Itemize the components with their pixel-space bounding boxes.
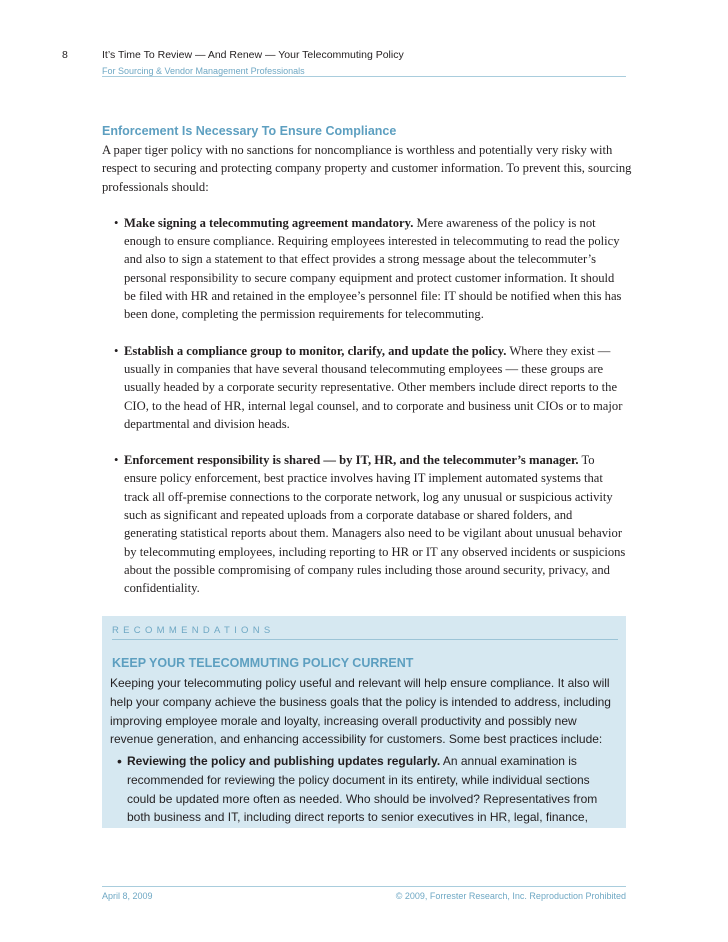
bullet-icon: • — [114, 453, 119, 468]
bullet-lead: Make signing a telecommuting agreement mandatory. — [124, 215, 414, 230]
footer-divider — [102, 886, 626, 887]
page-number: 8 — [62, 49, 68, 61]
document-title: It’s Time To Review — And Renew — Your Telecommuting Policy — [102, 49, 404, 61]
recommendations-box — [102, 616, 626, 828]
recommendations-heading: KEEP YOUR TELECOMMUTING POLICY CURRENT — [112, 656, 414, 670]
main-content — [102, 124, 632, 598]
bullet-icon: • — [114, 215, 119, 230]
section-heading: Enforcement Is Necessary To Ensure Compliance — [102, 124, 397, 138]
list-item — [114, 342, 626, 433]
recommendations-divider — [112, 639, 618, 640]
footer-copyright: © 2009, Forrester Research, Inc. Reproduction Prohibited — [395, 891, 626, 901]
bullet-lead: Reviewing the policy and publishing updates regularly. — [127, 754, 441, 768]
bullet-text: To ensure policy enforcement, best practice involves having IT implement automated systems that track all off-premise connections to the corporate network, log any unusual or suspicious activity such as significant and repeated uploads from a corporate database or shared folders, and generating statistical reports about them. Managers also need to be vigilant about unusual behavior by telecommuting employees, including reporting to HR or IT any observed incidents or suspicions about the possible compromising of company rules including those around security, privacy, and confidentiality. — [124, 453, 626, 596]
bullet-lead: Enforcement responsibility is shared — by IT, HR, and the telecommuter’s manager. — [124, 453, 579, 468]
bullet-text: An annual examination is recommended for reviewing the policy document in its entirety, while individual sections could be updated more often as needed. Who should be involved? Representatives from both business and IT, including direct reports to senior executives in HR, legal, finance, — [127, 754, 598, 825]
recommendations-label: RECOMMENDATIONS — [112, 625, 275, 636]
list-item — [114, 451, 626, 597]
bullet-lead: Establish a compliance group to monitor, clarify, and update the policy. — [124, 343, 507, 358]
bullet-icon: • — [114, 343, 119, 358]
recommendations-body: Keeping your telecommuting policy useful and relevant will help ensure compliance. It also will help your company achieve the business goals that the policy is intended to address, including improving employee morale and loyalty, increasing overall productivity and possibly new revenue generation, and enhancing accessibility for customers. Some best practices include: — [110, 676, 611, 747]
document-subtitle: For Sourcing & Vendor Management Professionals — [102, 66, 305, 76]
intro-paragraph: A paper tiger policy with no sanctions for noncompliance is worthless and potentially very risky with respect to securing and protecting company property and customer information. To prevent this, sourcing professionals should: — [102, 143, 632, 194]
footer-date: April 8, 2009 — [102, 891, 153, 901]
list-item — [114, 214, 626, 324]
bullet-text: Where they exist — usually in companies that have several thousand telecommuting employees — these groups are usually headed by a corporate security representative. Other members include direct reports to the CIO, to the head of HR, internal legal counsel, and to corporate and business unit CIOs or to major departmental and division heads. — [124, 343, 623, 431]
list-item — [117, 752, 617, 827]
bullet-text: Mere awareness of the policy is not enough to ensure compliance. Requiring employees interested in telecommuting to read the policy and also to sign a statement to that effect provides a strong message about the telecommuter’s personal responsibility to secure company equipment and protect customer information. It should be filed with HR and retained in the employee’s personnel file: IT should be notified when this has been done, completing the permission requirements for telecommuting. — [124, 215, 622, 322]
header-divider — [102, 76, 626, 77]
bullet-icon: • — [117, 753, 122, 769]
